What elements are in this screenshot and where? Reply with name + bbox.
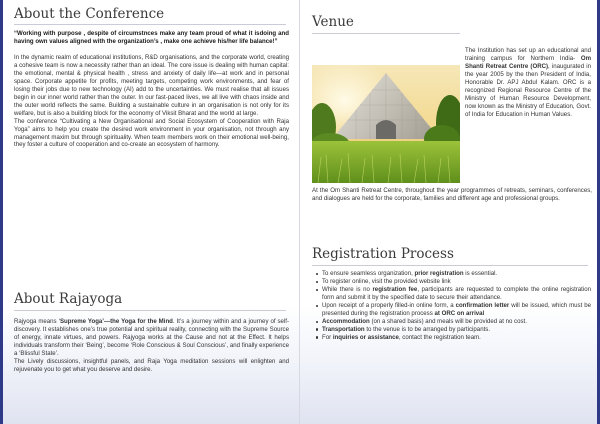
rajayoga-lead: Rajyoga means ‘ [14,318,60,325]
registration-list-wrapper [315,270,591,342]
about-conference-heading: About the Conference [14,6,165,22]
pyramid-photo-svg [312,65,460,183]
list-item: Upon receipt of a properly filled-in online form, a confirmation letter will be issued, which must be presented during the registration process at ORC on arrival [315,302,591,318]
venue-heading: Venue [312,14,354,30]
rajayoga-paragraph-1 [14,318,289,358]
conference-quote: “Working with purpose , despite of circumstnces make any team proud of what it isdoing and having own values aligned with the organization’s , make one achieve his/her life balance!” [14,30,289,45]
rajayoga-bold: Supreme Yoga’—the Yoga for the Mind [59,318,173,325]
registration-list [315,270,591,342]
about-rajayoga-body [14,318,289,374]
venue-side-rest: , inaugurated in the year 2005 by the then President of India, Honorable Dr. APJ Abdul Kalam. ORC is a recognized Regional Resource Centre of the Ministry of Human Resource Development, now known as the Ministry of Education, Govt. of India for Education in Human Values. [465,62,591,118]
about-rajayoga-heading: About Rajayoga [14,291,123,307]
venue-side-lead: The Institution has set up an educational and training campus for Northern India- [465,47,591,62]
conference-paragraph-2: The conference “Cultivating a New Organisational and Social Ecosystem of Cooperation with Raja Yoga” aims to help you create the desired work environment in your organisation, not through any management maxim but through spirituality. When team members work on their emotional well-being, they foster a culture of cooperation and co-create an ecosystem of harmony. [14,117,289,149]
conference-paragraph-1: In the dynamic realm of educational institutions, R&D organisations, and the corporate world, creating a cohesive team is now a necessity rather than an ideal. The core issue is dealing with human capital: the emotional, mental & physical health , stress and anxiety of daily life—at work and in personal space. Corporate appetite for profits, meeting targets, competing work environments, and fear of losing their jobs due to new technology (AI) add to the uncertainties. We must realise that all issues begin in our inner world rather than the outer. In our fast-paced lives, we all live with chaos inside and the outer world reflects the same. Building a sustainable culture in an organisation is not only for its welfare, but is also a building block for the economy of Viksit Bharat and the world at large. [14,54,289,117]
list-item: While there is no registration fee, participants are requested to complete the online registration form and submit it by the specified date to secure their attendance. [315,286,591,302]
left-edge-stripe [0,0,3,424]
registration-rule [312,265,588,266]
list-item: For inquiries or assistance, contact the registration team. [315,334,591,342]
registration-heading: Registration Process [312,246,454,262]
venue-rule [312,33,460,34]
rajayoga-paragraph-2: The Lively discussions, insightful panels, and Raja Yoga meditation sessions will enlighten and rejuvenate you to get what you deserve and desire. [14,357,289,373]
about-rajayoga-rule [14,310,286,311]
pyramid-building-photo [312,65,460,183]
about-conference-rule [14,24,286,25]
venue-below-text: At the Om Shanti Retreat Centre, throughout the year programmes of retreats, seminars, conferences, and dialogues are held for the corporate, families and different age and professional groups. [312,187,592,202]
venue-side-text [465,47,591,119]
list-item: Accommodation (on a shared basis) and meals will be provided at no cost. [315,318,591,326]
list-item: To ensure seamless organization, prior registration is essential. [315,270,591,278]
list-item: Transportation to the venue is to be arranged by participants. [315,326,591,334]
right-page [300,0,600,424]
venue-side-bold: Om Shanti Retreat Centre (ORC) [465,54,591,70]
list-item: To register online, visit the provided website link [315,278,591,286]
rajayoga-rest: . It’s a journey within and a journey of self-discovery. It establishes one’s true potential and spiritual reality, connecting with the Supreme Source of energy, innate virtues, and powers. Rajyoga works at the Cause and not at the Effect. It helps individuals transform their ‘Being’, become ‘Role Conscious & Soul Conscious’, and finally experience a ‘Blissful State’. [14,318,290,357]
about-conference-body [14,30,289,149]
